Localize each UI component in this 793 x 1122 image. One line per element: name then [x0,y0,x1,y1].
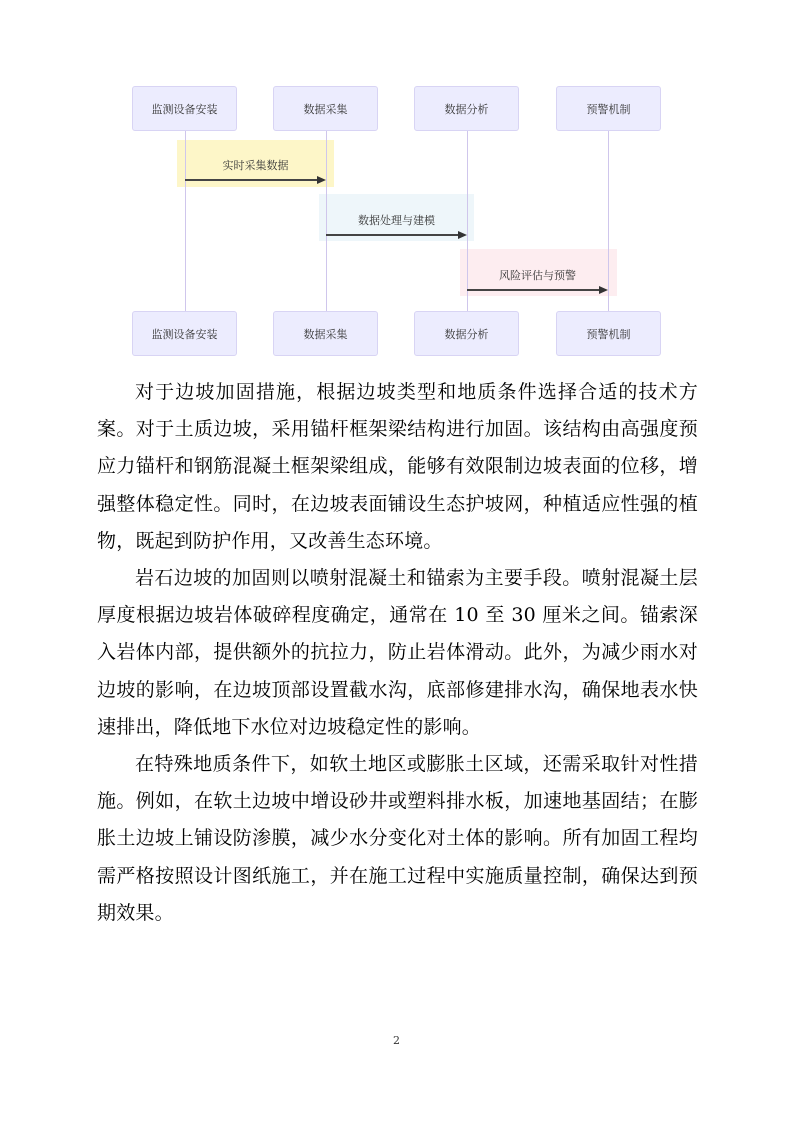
actor-bottom-warning-mechanism: 预警机制 [556,311,661,356]
actor-top-monitoring-install: 监测设备安装 [132,86,237,131]
actor-top-warning-mechanism: 预警机制 [556,86,661,131]
message-label: 实时采集数据 [222,159,289,172]
arrow-line [467,289,600,291]
message-2 [326,212,467,242]
actor-top-data-analysis: 数据分析 [414,86,519,131]
actor-bottom-monitoring-install: 监测设备安装 [132,311,237,356]
arrow-head-icon [458,231,467,239]
arrow-line [185,179,318,181]
page-number: 2 [393,1034,400,1047]
arrow-head-icon [317,176,326,184]
arrow-head-icon [599,286,608,294]
paragraph-special-geology: 在特殊地质条件下，如软土地区或膨胀土区域，还需采取针对性措施。例如，在软土边坡中增设砂井或塑料排水板，加速地基固结；在膨胀土边坡上铺设防渗膜，减少水分变化对土体的影响。所有加固工程均需严格按照设计图纸施工，并在施工过程中实施质量控制，确保达到预期效果。 [97,753,698,924]
actor-top-data-collection: 数据采集 [273,86,378,131]
actor-bottom-data-collection: 数据采集 [273,311,378,356]
message-label: 风险评估与预警 [499,269,576,282]
message-3 [467,267,608,297]
sequence-diagram [0,0,793,370]
paragraph-slope-reinforcement: 对于边坡加固措施，根据边坡类型和地质条件选择合适的技术方案。对于土质边坡，采用锚杆框架梁结构进行加固。该结构由高强度预应力锚杆和钢筋混凝土框架梁组成，能够有效限制边坡表面的位移，增强整体稳定性。同时，在边坡表面铺设生态护坡网，种植适应性强的植物，既起到防护作用，又改善生态环境。 [97,381,698,552]
actor-bottom-data-analysis: 数据分析 [414,311,519,356]
lifeline-4 [608,131,609,311]
arrow-line [326,234,459,236]
document-body [97,374,698,932]
message-label: 数据处理与建模 [358,214,435,227]
message-1 [185,157,326,187]
paragraph-rock-slope: 岩石边坡的加固则以喷射混凝土和锚索为主要手段。喷射混凝土层厚度根据边坡岩体破碎程度确定，通常在 10 至 30 厘米之间。锚索深入岩体内部，提供额外的抗拉力，防止岩体滑动。此外，为减少雨水对边坡的影响，在边坡顶部设置截水沟，底部修建排水沟，确保地表水快速排出，降低地下水位对边坡稳定性的影响。 [97,567,698,738]
